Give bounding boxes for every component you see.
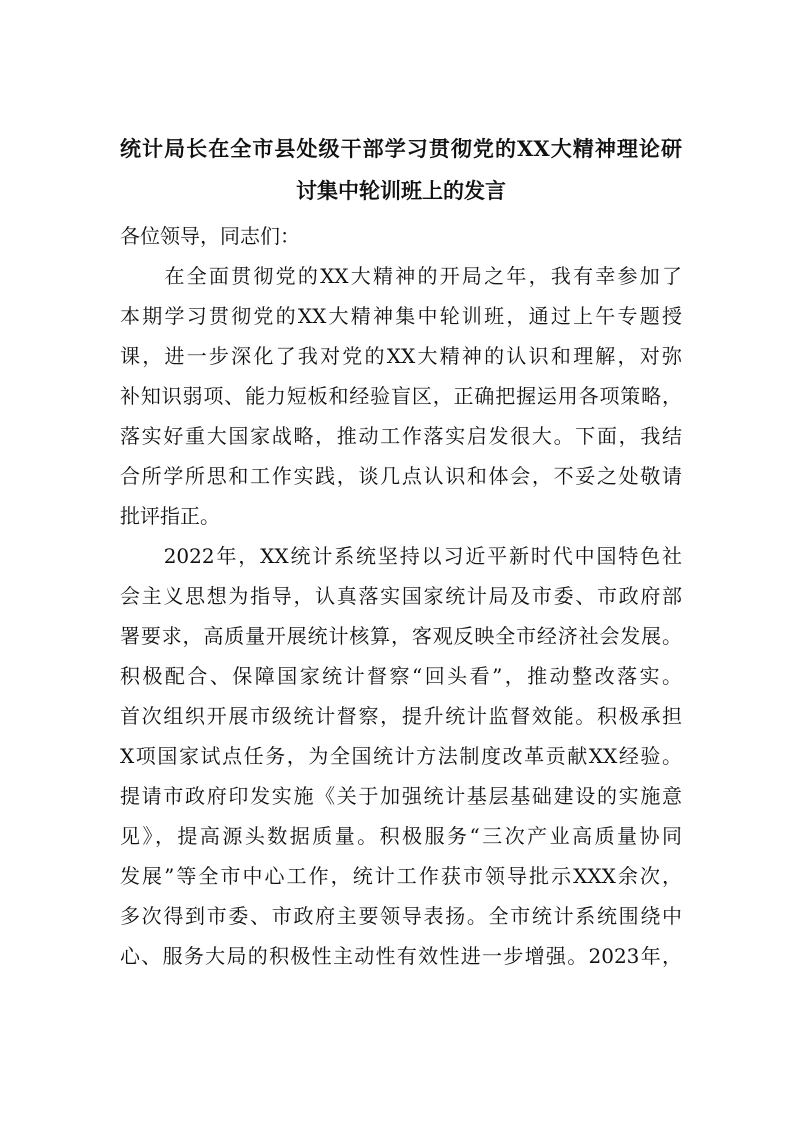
paragraph-line: X项国家试点任务，为全国统计方法制度改革贡献XX经验。: [120, 744, 682, 768]
paragraph-line: 见》，提高源头数据质量。积极服务“三次产业高质量协同: [120, 824, 682, 848]
paragraph-line: 发展”等全市中心工作，统计工作获市领导批示XXX余次，: [120, 864, 682, 888]
paragraph-line: 2022年，XX统计系统坚持以习近平新时代中国特色社: [120, 544, 682, 568]
paragraph-line: 批评指正。: [120, 504, 220, 528]
salutation: 各位领导，同志们：: [120, 224, 300, 248]
paragraph-line: 提请市政府印发实施《关于加强统计基层基础建设的实施意: [120, 784, 682, 808]
paragraph-line: 本期学习贯彻党的XX大精神集中轮训班，通过上午专题授: [120, 304, 682, 328]
document-body: [120, 216, 682, 976]
paragraph-line: 署要求，高质量开展统计核算，客观反映全市经济社会发展。: [120, 624, 682, 648]
paragraph-line: 积极配合、保障国家统计督察“回头看”，推动整改落实。: [120, 664, 682, 688]
paragraph-line: 补知识弱项、能力短板和经验盲区，正确把握运用各项策略，: [120, 384, 682, 408]
paragraphs: [120, 256, 682, 976]
paragraph-line: 课，进一步深化了我对党的XX大精神的认识和理解，对弥: [120, 344, 682, 368]
paragraph: [120, 256, 682, 536]
paragraph-line: 合所学所思和工作实践，谈几点认识和体会，不妥之处敬请: [120, 464, 682, 488]
title-line-2: 讨集中轮训班上的发言: [296, 178, 506, 203]
paragraph-line: 首次组织开展市级统计督察，提升统计监督效能。积极承担: [120, 704, 682, 728]
paragraph-line: 在全面贯彻党的XX大精神的开局之年，我有幸参加了: [120, 264, 682, 288]
title-line-1: 统计局长在全市县处级干部学习贯彻党的XX大精神理论研: [120, 136, 682, 161]
paragraph-line: 多次得到市委、市政府主要领导表扬。全市统计系统围绕中: [120, 904, 682, 928]
paragraph-line: 心、服务大局的积极性主动性有效性进一步增强。2023年，: [120, 944, 682, 968]
document-page: [120, 128, 682, 976]
document-title: [120, 128, 682, 212]
paragraph-line: 落实好重大国家战略，推动工作落实启发很大。下面，我结: [120, 424, 682, 448]
paragraph-line: 会主义思想为指导，认真落实国家统计局及市委、市政府部: [120, 584, 682, 608]
paragraph: [120, 536, 682, 976]
